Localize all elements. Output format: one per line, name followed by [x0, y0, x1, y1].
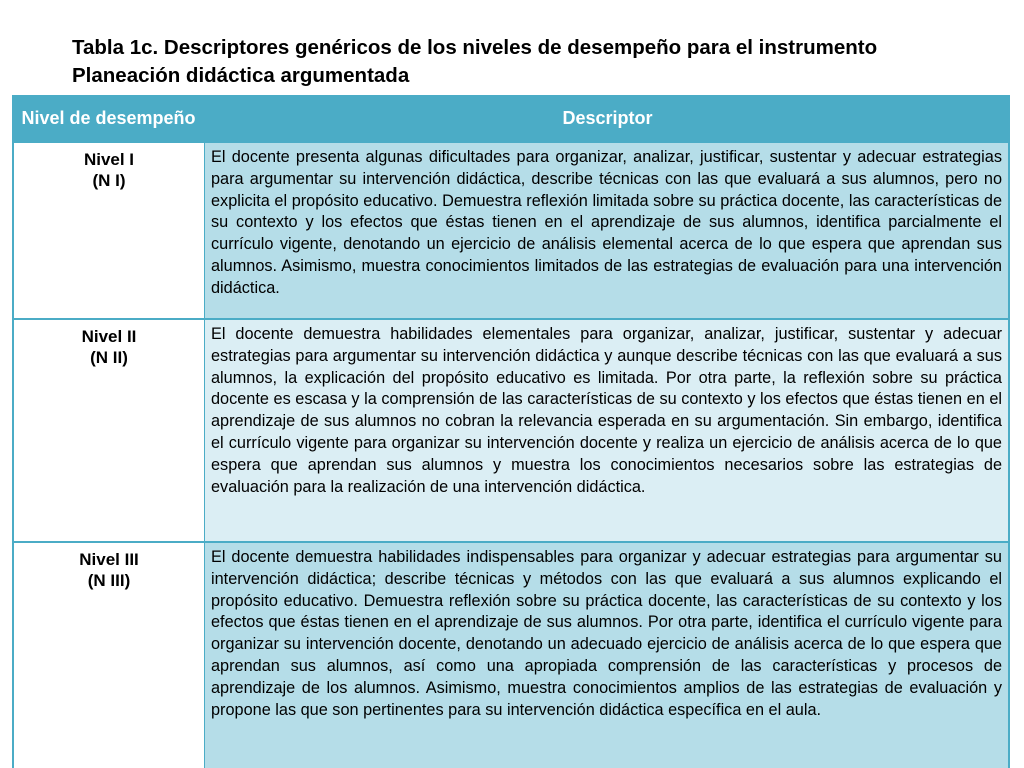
table-header: [12, 95, 1010, 141]
level-cell: [14, 143, 204, 318]
level-name: Nivel I: [83, 150, 135, 169]
table-row-nivel-1: [12, 143, 1010, 318]
table-row-nivel-2: [12, 320, 1010, 541]
header-level-column: Nivel de desempeño: [21, 108, 196, 128]
level-cell: [14, 320, 204, 541]
descriptor-cell: El docente demuestra habilidades elementales para organizar, analizar, justificar, sustentar y adecuar estrategias para argumentar su intervención didáctica y aunque describe técnicas con las que evaluará a sus alumnos, la explicación del propósito educativo es limitada. Por otra parte, la reflexión sobre su práctica docente es escasa y la comprensión de las características de su contexto y los efectos que éstas tienen en el aprendizaje de sus alumnos no cobran la relevancia esperada en su argumentación. Sin embargo, identifica el currículo vigente para organizar su intervención docente y realiza un ejercicio de análisis acerca de lo que espera que aprendan sus alumnos y muestra los conocimientos necesarios sobre las estrategias de evaluación para la realización de una intervención didáctica.: [205, 320, 1008, 541]
level-name: Nivel III: [79, 550, 139, 569]
table-row-nivel-3: [12, 543, 1010, 768]
title-line-2: Planeación didáctica argumentada: [72, 64, 410, 87]
descriptor-cell: El docente demuestra habilidades indispensables para organizar y adecuar estrategias para argumentar su intervención didáctica; describe técnicas y métodos con las que evaluará a sus alumnos explicando el propósito educativo. Demuestra reflexión sobre su práctica docente, las características de su contexto y los efectos que éstas tienen en el aprendizaje de sus alumnos. Por otra parte, identifica el currículo vigente para organizar su intervención docente, denotando un adecuado ejercicio de análisis acerca de lo que espera que aprendan sus alumnos, así como una apropiada comprensión de las características y procesos de aprendizaje de los alumnos. Asimismo, muestra conocimientos amplios de las estrategias de evaluación y propone las que son pertinentes para su intervención didáctica específica en el aula.: [205, 543, 1008, 768]
level-code: (N III): [87, 571, 131, 590]
level-code: (N I): [92, 171, 126, 190]
descriptor-cell: El docente presenta algunas dificultades para organizar, analizar, justificar, sustentar y adecuar estrategias para argumentar su intervención didáctica, describe técnicas con las que evaluará a sus alumnos, pero no explicita el propósito educativo. Demuestra reflexión limitada sobre su práctica docente, las características de su contexto y los efectos que éstas tienen en el aprendizaje de sus alumnos, identifica parcialmente el currículo vigente, denotando un ejercicio de análisis elemental acerca de lo que espera que aprendan sus alumnos. Asimismo, muestra conocimientos limitados de las estrategias de evaluación para una intervención didáctica.: [205, 143, 1008, 318]
header-descriptor-column: Descriptor: [562, 107, 653, 128]
level-code: (N II): [90, 348, 128, 367]
title-line-1: Tabla 1c. Descriptores genéricos de los niveles de desempeño para el instrumento: [72, 36, 878, 59]
level-name: Nivel II: [81, 327, 137, 346]
descriptors-table: [12, 95, 1010, 768]
document-title: [72, 34, 972, 90]
level-cell: [14, 543, 204, 768]
